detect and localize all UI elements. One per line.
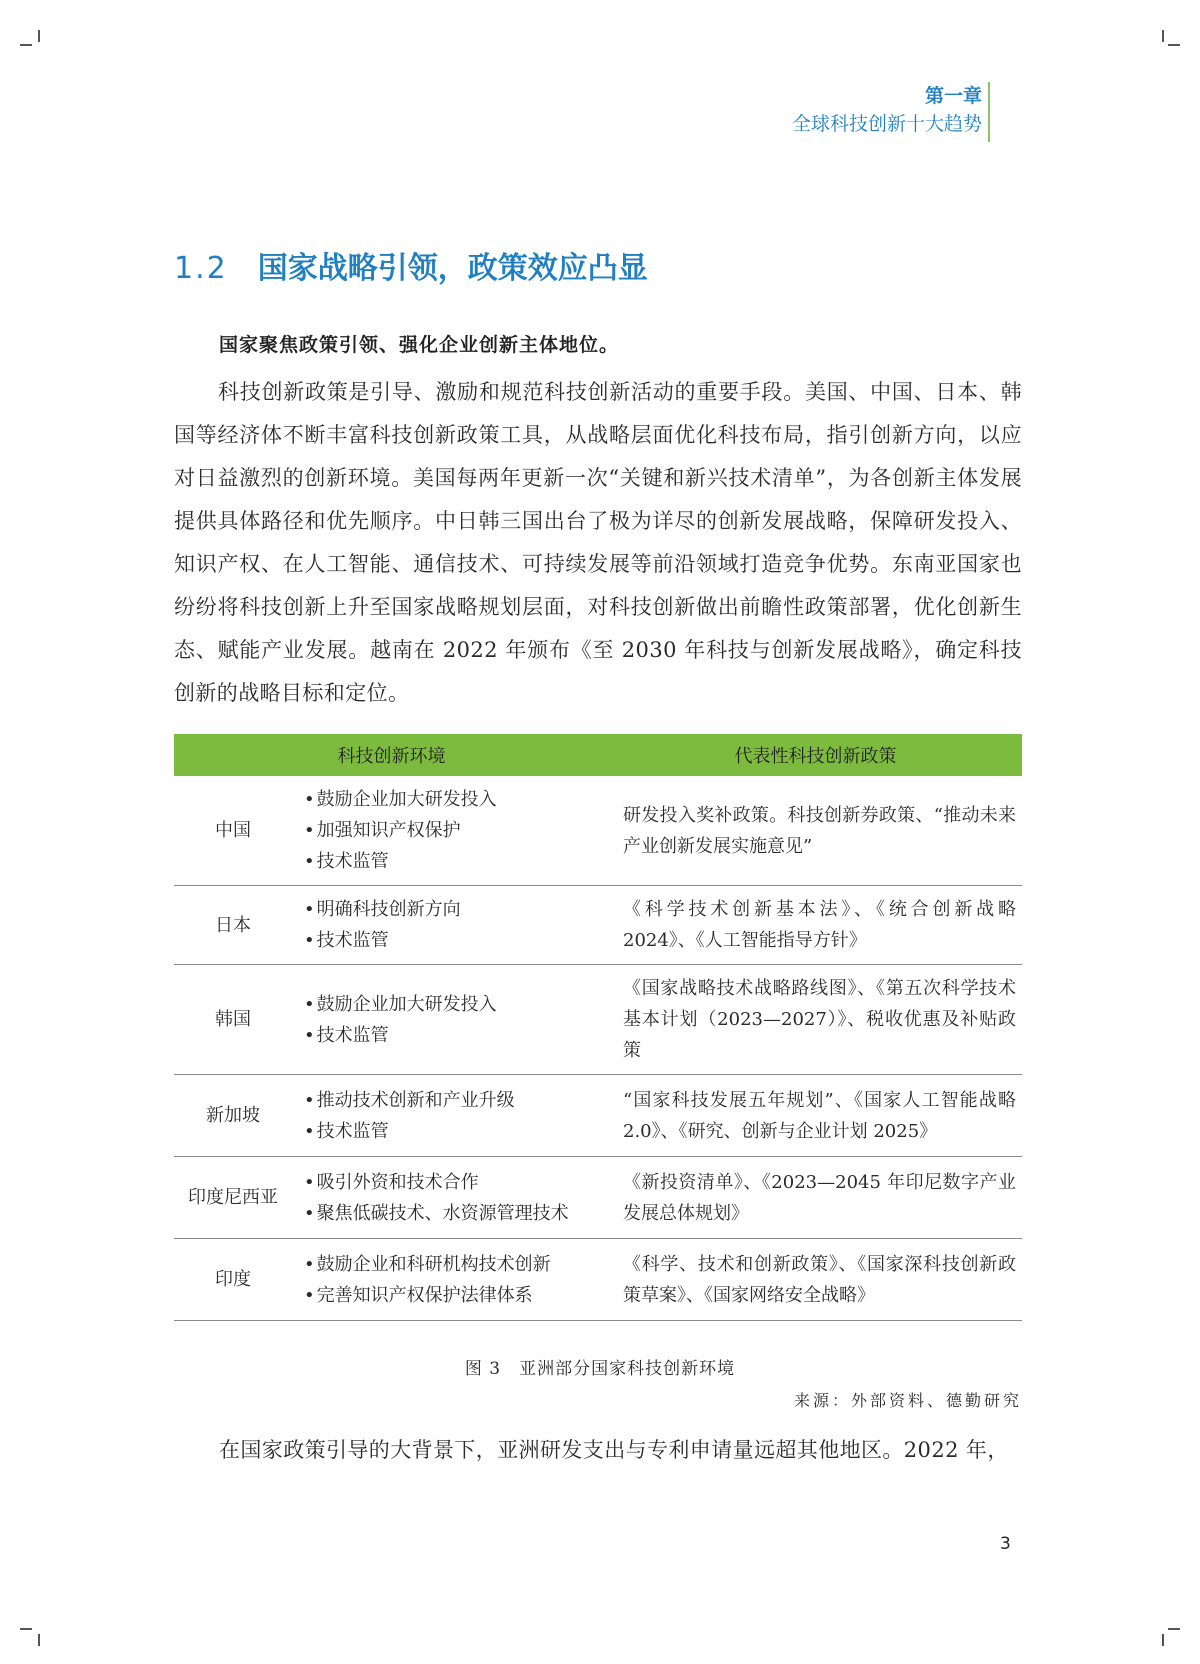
environment-item: • 技术监管 <box>304 1020 609 1051</box>
policy-cell: 《新投资清单》、《2023—2045 年印尼数字产业发展总体规划》 <box>609 1157 1022 1239</box>
environment-cell <box>292 1239 609 1321</box>
environment-item: • 技术监管 <box>304 846 609 877</box>
continuation-text: 在国家政策引导的大背景下，亚洲研发支出与专利申请量远超其他地区。2022 年， <box>219 1438 1009 1462</box>
crop-mark-bottom-right-h <box>1168 1628 1180 1630</box>
header-environment: 科技创新环境 <box>174 734 609 776</box>
table-row <box>174 1157 1022 1239</box>
header-policies: 代表性科技创新政策 <box>609 734 1022 776</box>
chapter-title: 全球科技创新十大趋势 <box>791 113 982 135</box>
table-row <box>174 886 1022 965</box>
policy-cell: 《国家战略技术战略路线图》、《第五次科学技术基本计划（2023—2027）》、税收优惠及补贴政策 <box>609 965 1022 1075</box>
environment-item: • 技术监管 <box>304 1116 609 1147</box>
policy-table <box>174 734 1022 1321</box>
environment-item: • 完善知识产权保护法律体系 <box>304 1280 609 1311</box>
environment-item: • 吸引外资和技术合作 <box>304 1167 609 1198</box>
environment-item: • 聚焦低碳技术、水资源管理技术 <box>304 1198 609 1229</box>
environment-item: • 鼓励企业和科研机构技术创新 <box>304 1249 609 1280</box>
crop-mark-top-left-h <box>20 44 32 46</box>
country-cell: 印度 <box>174 1239 292 1321</box>
section-number: 1.2 <box>174 251 228 286</box>
environment-item: • 技术监管 <box>304 925 609 956</box>
figure-caption: 图 3 亚洲部分国家科技创新环境 <box>464 1359 736 1379</box>
section-heading <box>174 243 648 287</box>
figure-source: 来源：外部资料、德勤研究 <box>793 1391 1022 1410</box>
crop-mark-bottom-left-v <box>38 1634 40 1646</box>
lead-sentence: 国家聚焦政策引领、强化企业创新主体地位。 <box>219 334 620 356</box>
crop-mark-bottom-left-h <box>20 1628 32 1630</box>
crop-mark-top-right-v <box>1162 30 1164 42</box>
country-cell: 印度尼西亚 <box>174 1157 292 1239</box>
table-header-row <box>174 734 1022 776</box>
environment-item: • 推动技术创新和产业升级 <box>304 1085 609 1116</box>
chapter-label: 第一章 <box>924 85 982 107</box>
body-paragraph: 科技创新政策是引导、激励和规范科技创新活动的重要手段。美国、中国、日本、韩国等经济体不断丰富科技创新政策工具，从战略层面优化科技布局，指引创新方向，以应对日益激烈的创新环境。美国每两年更新一次“关键和新兴技术清单”，为各创新主体发展提供具体路径和优先顺序。中日韩三国出台了极为详尽的创新发展战略，保障研发投入、知识产权、在人工智能、通信技术、可持续发展等前沿领域打造竞争优势。东南亚国家也纷纷将科技创新上升至国家战略规划层面，对科技创新做出前瞻性政策部署，优化创新生态、赋能产业发展。越南在 2022 年颁布《至 2030 年科技与创新发展战略》，确定科技创新的战略目标和定位。 <box>174 380 1022 705</box>
environment-item: • 加强知识产权保护 <box>304 815 609 846</box>
policy-cell: 《科学、技术和创新政策》、《国家深科技创新政策草案》、《国家网络安全战略》 <box>609 1239 1022 1321</box>
country-cell: 中国 <box>174 776 292 886</box>
environment-item: • 鼓励企业加大研发投入 <box>304 784 609 815</box>
policy-cell: “国家科技发展五年规划”、《国家人工智能战略 2.0》、《研究、创新与企业计划 2025》 <box>609 1075 1022 1157</box>
table-row <box>174 1075 1022 1157</box>
environment-cell <box>292 965 609 1075</box>
section-title: 国家战略引领，政策效应凸显 <box>257 251 648 286</box>
environment-item: • 鼓励企业加大研发投入 <box>304 989 609 1020</box>
table-row <box>174 1239 1022 1321</box>
environment-cell <box>292 886 609 965</box>
policy-cell: 研发投入奖补政策。科技创新券政策、“推动未来产业创新发展实施意见” <box>609 776 1022 886</box>
crop-mark-top-left-v <box>38 30 40 42</box>
page-number: 3 <box>1000 1534 1011 1554</box>
environment-cell <box>292 1075 609 1157</box>
environment-item: • 明确科技创新方向 <box>304 894 609 925</box>
country-cell: 日本 <box>174 886 292 965</box>
table-row <box>174 965 1022 1075</box>
crop-mark-top-right-h <box>1168 44 1180 46</box>
country-cell: 新加坡 <box>174 1075 292 1157</box>
country-cell: 韩国 <box>174 965 292 1075</box>
running-header <box>792 82 982 138</box>
policy-cell: 《科学技术创新基本法》、《统合创新战略 2024》、《人工智能指导方针》 <box>609 886 1022 965</box>
table-row <box>174 776 1022 886</box>
crop-mark-bottom-right-v <box>1162 1634 1164 1646</box>
environment-cell <box>292 1157 609 1239</box>
header-divider <box>988 82 990 142</box>
environment-cell <box>292 776 609 886</box>
